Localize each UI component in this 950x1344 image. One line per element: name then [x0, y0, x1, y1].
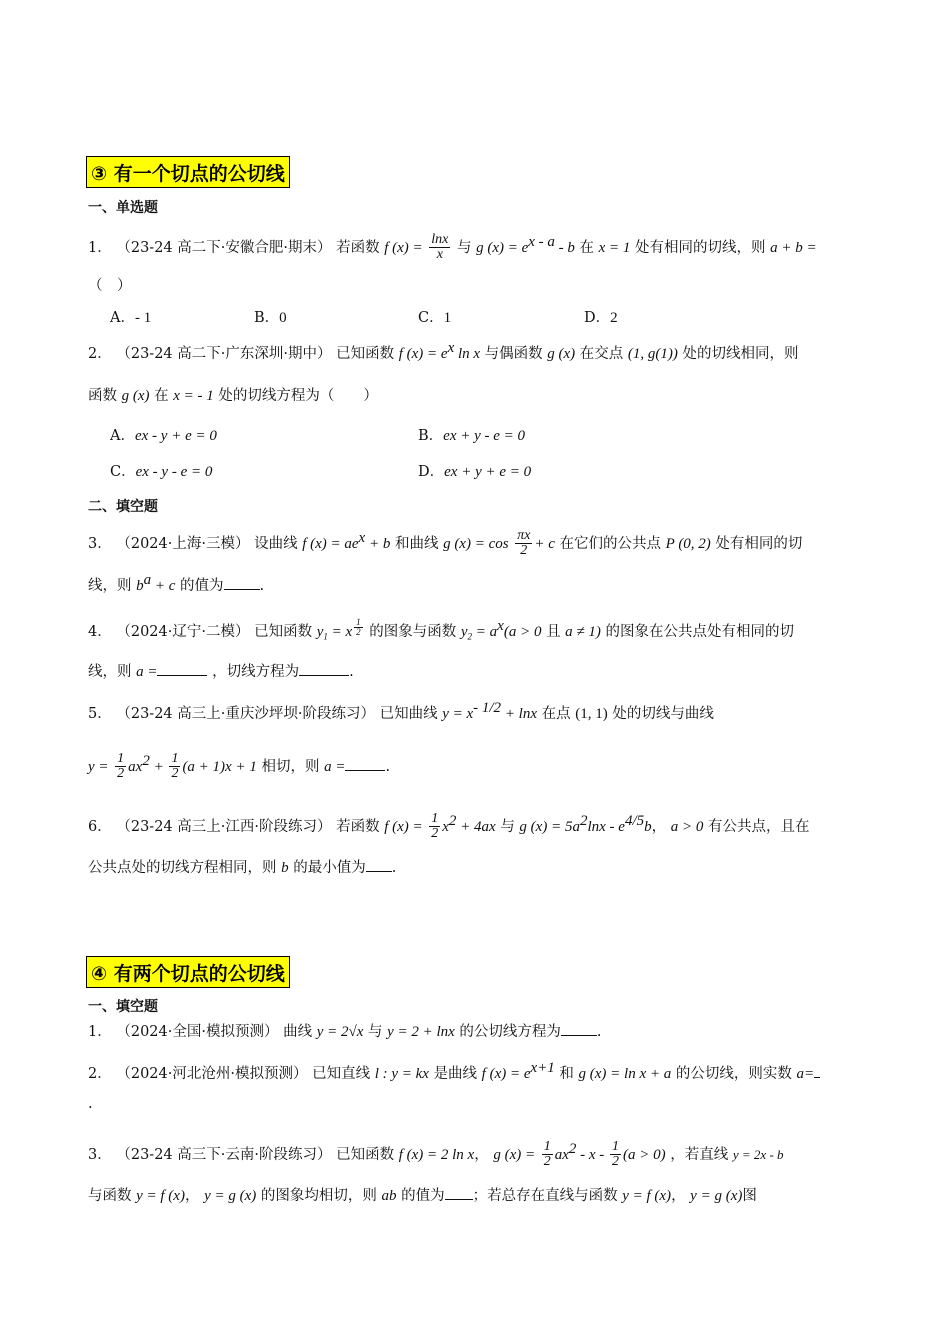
option-b[interactable]: B．0	[254, 310, 287, 326]
option-b[interactable]: B．ex + y - e = 0	[418, 428, 526, 444]
math-tail: ln x	[454, 345, 481, 362]
question-source: （2024·上海·三模）	[116, 535, 250, 552]
answer-blank[interactable]	[445, 1199, 473, 1200]
math-y: y = x	[442, 705, 474, 722]
question-text: ；若总存在直线与函数	[472, 1188, 618, 1204]
question-source: （23-24 高三上·重庆沙坪坝·阶段练习）	[116, 705, 375, 722]
math-line: l : y = kx	[374, 1065, 429, 1082]
math-term: lnx - e	[587, 818, 625, 835]
period: .	[385, 758, 391, 775]
math-f: y = f (x)	[622, 1188, 672, 1204]
question-text: 在交点	[579, 345, 624, 362]
answer-blank[interactable]	[561, 1035, 597, 1036]
question-number: 2．	[88, 345, 112, 362]
question-number: 3．	[88, 1146, 112, 1163]
question-text: 已知函数	[336, 1146, 395, 1163]
question-source: （23-24 高三上·江西·阶段练习）	[116, 818, 332, 835]
question-text: 已知曲线	[379, 705, 438, 722]
question-text: 与	[500, 818, 515, 835]
fraction: $\frac{1}{2}$	[171, 750, 179, 782]
question-6	[88, 800, 809, 842]
punctuation: ，	[474, 1146, 489, 1163]
punctuation: ，	[184, 1188, 200, 1204]
question-source: （2024·河北沧州·模拟预测）	[116, 1065, 308, 1082]
question-number: 2．	[88, 1065, 112, 1082]
math-point: P (0, 2)	[665, 535, 711, 552]
question-4-line-2	[88, 660, 354, 681]
math-g: g (x)	[121, 388, 150, 404]
section-heading-single-choice: 一、单选题	[88, 200, 158, 216]
fraction: $\frac{1}{2}$	[431, 810, 439, 842]
math-cond: (a > 0)	[623, 1146, 666, 1163]
math-tail: + c	[151, 577, 176, 594]
fraction: $\frac{1}{2}$	[543, 1138, 551, 1170]
math-cond: a ≠ 1)	[565, 623, 601, 640]
question-text: 处有相同的切	[715, 535, 803, 552]
question-text: 线，则	[88, 577, 132, 594]
question-5-line-2	[88, 740, 390, 782]
option-c[interactable]: C．ex - y - e = 0	[110, 464, 213, 480]
answer-blank[interactable]	[299, 675, 349, 676]
math-g: g (x)	[547, 345, 576, 362]
question-text: 已知函数	[254, 623, 313, 640]
math-curve-1: y = 2√x	[316, 1024, 364, 1040]
math-tail: + lnx	[501, 705, 538, 722]
math-y: y =	[88, 758, 109, 775]
math-var: ab	[381, 1188, 397, 1204]
exponent: 2	[142, 753, 150, 769]
exponent: 2	[448, 813, 457, 829]
math-tail: - b	[554, 239, 575, 256]
question-1	[88, 222, 817, 262]
period: .	[596, 1024, 602, 1040]
exponent: x - a	[528, 234, 555, 250]
fraction: $\frac{1}{2}$	[612, 1138, 620, 1170]
exponent: a	[143, 572, 152, 588]
question-text: 有公共点，且在	[707, 818, 810, 835]
math-op: +	[149, 758, 168, 775]
section-heading-fill-blank: 一、填空题	[88, 999, 158, 1015]
question-text: 已知直线	[312, 1065, 371, 1082]
answer-blank[interactable]	[157, 675, 207, 676]
math-f: f (x) = e	[398, 345, 448, 362]
math-cond: (a > 0	[503, 623, 542, 640]
question-text: 处的切线与曲线	[612, 705, 714, 722]
period: .	[349, 664, 354, 680]
answer-blank[interactable]	[345, 770, 385, 771]
section-banner-3: ③ 有一个切点的公切线	[86, 156, 290, 188]
math-point: (1, g(1))	[627, 345, 678, 362]
math-line: y = 2x - b	[732, 1146, 784, 1162]
period: .	[259, 577, 265, 594]
section-banner-4: ④ 有两个切点的公切线	[86, 956, 290, 988]
s4-question-1	[88, 1020, 602, 1041]
math-term: + 4ax	[456, 818, 496, 835]
question-text: 的值为	[180, 577, 224, 594]
fraction-exponent: $\frac{1}{2}$	[356, 617, 361, 637]
question-text: 在	[579, 239, 595, 256]
math-term: ax	[554, 1146, 569, 1163]
math-f: f (x) = ae	[302, 535, 359, 552]
question-number: 1．	[88, 239, 112, 256]
punctuation: ，	[671, 1188, 686, 1204]
question-text: 的图象均相切，则	[260, 1188, 377, 1204]
math-term: b	[644, 818, 652, 835]
question-text: 是曲线	[433, 1065, 478, 1082]
question-text: 与	[456, 239, 472, 256]
question-4	[88, 618, 794, 642]
question-text: 的图象与函数	[369, 623, 457, 640]
math-g: g (x) = e	[476, 239, 529, 256]
question-text: 处的切线方程为（ ）	[218, 388, 378, 404]
question-source: （2024·辽宁·二模）	[116, 623, 250, 640]
question-text: 公共点处的切线方程相同，则	[88, 860, 277, 876]
math-f: y = f (x)	[136, 1188, 185, 1204]
question-2	[88, 340, 799, 363]
s4-question-2	[88, 1060, 820, 1083]
question-2-line-2	[88, 384, 378, 405]
math-g: g (x) = 5a	[519, 818, 580, 835]
question-text: 且	[546, 623, 561, 640]
math-term: (a + 1)x + 1	[182, 758, 257, 775]
question-text: ，切线方程为	[212, 664, 300, 680]
question-text: 处的切线相同，则	[682, 345, 799, 362]
question-text: 在点	[541, 705, 571, 722]
math-var: a =	[324, 758, 346, 775]
subscript: 1	[323, 631, 328, 642]
math-g: g (x) =	[493, 1146, 536, 1163]
question-text: 的公切线方程为	[459, 1024, 561, 1040]
math-f: f (x) =	[384, 239, 423, 256]
math-g: g (x) = cos	[443, 535, 509, 552]
exponent: 2	[579, 813, 588, 829]
math-term: x	[442, 818, 449, 835]
math-point: (1, 1)	[575, 705, 608, 722]
exponent: - 1/2	[473, 700, 502, 716]
math-ask: a + b =	[770, 239, 817, 256]
exponent: 4/5	[624, 813, 645, 829]
period: .	[88, 1096, 93, 1112]
math-var: a=	[796, 1065, 815, 1082]
math-curve-2: y = 2 + lnx	[387, 1024, 455, 1040]
math-expr: b	[136, 577, 144, 594]
math-var: b	[281, 860, 289, 876]
answer-paren: （ ）	[88, 278, 132, 294]
question-source: （2024·全国·模拟预测）	[116, 1024, 279, 1040]
math-f: f (x) = e	[481, 1065, 531, 1082]
math-x: x = 1	[598, 239, 631, 256]
question-number: 1．	[88, 1024, 112, 1040]
question-text: 的公切线，则实数	[675, 1065, 792, 1082]
math-term: - x -	[576, 1146, 609, 1163]
question-text: 在	[154, 388, 169, 404]
math-g: y = g (x)	[204, 1188, 257, 1204]
math-f: f (x) =	[384, 818, 423, 835]
exponent: x	[497, 618, 504, 634]
question-text: 和曲线	[394, 535, 439, 552]
question-text: 线，则	[88, 664, 132, 680]
math-var: a =	[136, 664, 158, 680]
question-source: （23-24 高二下·安徽合肥·期末）	[116, 239, 332, 256]
question-text: 的图象在公共点处有相同的切	[605, 623, 795, 640]
exponent: x	[358, 530, 366, 546]
question-source: （23-24 高三下·云南·阶段练习）	[116, 1146, 332, 1163]
question-3-line-2	[88, 572, 264, 595]
question-number: 3．	[88, 535, 112, 552]
fraction: $\frac{\ln x}{x}$	[431, 231, 449, 263]
question-text: 在它们的公共点	[559, 535, 662, 552]
answer-blank[interactable]	[814, 1077, 820, 1078]
exponent: x	[447, 340, 455, 356]
fraction: $\frac{1}{2}$	[117, 750, 125, 782]
option-a[interactable]: A．- 1	[110, 310, 152, 326]
math-tail: + b	[365, 535, 391, 552]
question-text: 处有相同的切线，则	[635, 239, 766, 256]
section-heading-fill-blank: 二、填空题	[88, 499, 158, 515]
question-6-line-2	[88, 856, 396, 877]
period: .	[391, 860, 397, 876]
answer-blank[interactable]	[366, 871, 392, 872]
math-g: g (x) = ln x + a	[578, 1065, 672, 1082]
question-text: 已知函数	[336, 345, 395, 362]
subscript: 2	[467, 631, 473, 642]
question-text: 与	[367, 1024, 383, 1040]
answer-blank[interactable]	[224, 589, 260, 590]
question-text: ，若直线	[670, 1146, 729, 1163]
math-g: y = g (x)	[690, 1188, 743, 1204]
math-x: x = - 1	[173, 388, 214, 404]
question-number: 5．	[88, 705, 112, 722]
question-text: 函数	[88, 388, 117, 404]
question-text: 曲线	[283, 1024, 313, 1040]
question-text: 与偶函数	[484, 345, 543, 362]
question-text: 图	[742, 1188, 757, 1204]
question-3	[88, 518, 802, 558]
exponent: 2	[568, 1141, 577, 1157]
math-f: f (x) = 2 ln x	[398, 1146, 475, 1163]
math-y1: y	[316, 623, 324, 640]
option-c[interactable]: C．1	[418, 310, 452, 326]
question-text: 的最小值为	[293, 860, 366, 876]
option-d[interactable]: D．ex + y + e = 0	[418, 464, 532, 480]
question-number: 4．	[88, 623, 112, 640]
s4-question-3	[88, 1128, 784, 1170]
math-tail: + c	[534, 535, 555, 552]
option-a[interactable]: A．ex - y + e = 0	[110, 428, 217, 444]
math-term: ax	[128, 758, 143, 775]
question-text: 的值为	[401, 1188, 445, 1204]
question-text: 与函数	[88, 1188, 132, 1204]
question-text: 若函数	[336, 239, 380, 256]
math-eq: = x	[327, 623, 353, 640]
question-text: 相切，则	[261, 758, 320, 775]
exponent: x+1	[530, 1060, 555, 1076]
s4-question-3-line-2	[88, 1184, 757, 1205]
punctuation: ，	[651, 818, 667, 835]
fraction: $\frac{\pi x}{2}$	[517, 527, 531, 559]
math-eq: = a	[472, 623, 498, 640]
option-d[interactable]: D．2	[584, 310, 618, 326]
question-text: 和	[559, 1065, 574, 1082]
question-5	[88, 700, 714, 723]
question-text: 若函数	[336, 818, 380, 835]
question-source: （23-24 高二下·广东深圳·期中）	[116, 345, 332, 362]
math-y2: y	[460, 623, 468, 640]
question-text: 设曲线	[254, 535, 298, 552]
question-number: 6．	[88, 818, 112, 835]
math-cond: a > 0	[670, 818, 704, 835]
